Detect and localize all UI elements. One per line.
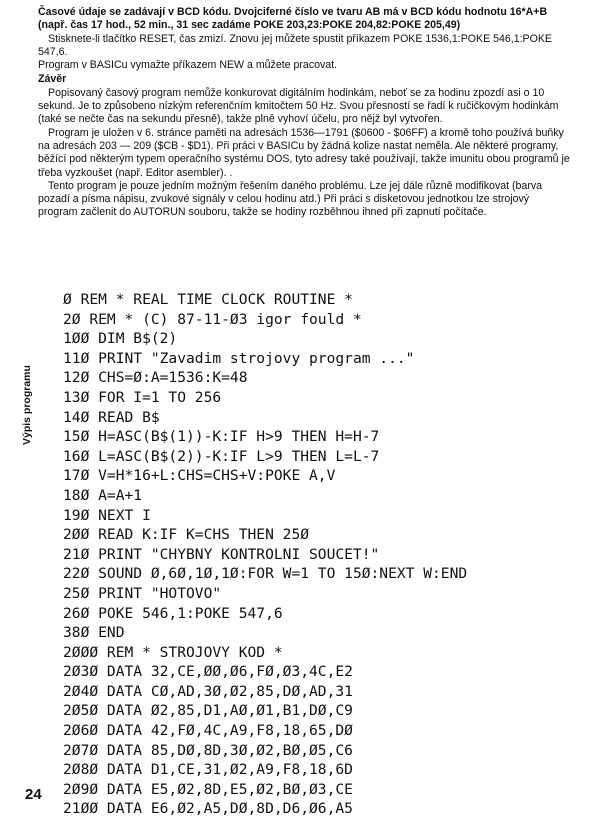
code-line: 15Ø H=ASC(B$(1))-K:IF H>9 THEN H=H-7 [63,428,380,446]
code-line: 13Ø FOR I=1 TO 256 [63,388,222,406]
new-paragraph: Program v BASICu vymažte příkazem NEW a můžete pracovat. [38,59,338,72]
code-line: 38Ø END [63,624,125,642]
code-line: 2Ø9Ø DATA E5,Ø2,8D,E5,Ø2,BØ,Ø3,CE [63,780,353,798]
code-line: 11Ø PRINT "Zavadim strojovy program ..." [63,349,415,367]
code-line: 1ØØ DIM B$(2) [63,330,178,348]
memory-paragraph: Program je uložen v 6. stránce paměti na adresách 1536—1791 ($0600 - $06FF) a kromě toho používá buňky na adresách 203 — 209 ($CB - $D1). Při práci v BASICu by žádná kolize nastat neměla. Ale některé programy, běžící pod některým typem operačního systému DOS, tyto adresy také používají, takže imunitu obou programů je třeba vyzkoušet (např. Editor asembler). . [38,126,570,179]
code-line: 22Ø SOUND Ø,6Ø,1Ø,1Ø:FOR W=1 TO 15Ø:NEXT W:END [63,565,468,583]
code-line: 2Ø4Ø DATA CØ,AD,3Ø,Ø2,85,DØ,AD,31 [63,682,353,700]
code-line: 12Ø CHS=Ø:A=1536:K=48 [63,369,248,387]
side-label: Výpis programu [21,365,33,445]
code-line: 2ØØ READ K:IF K=CHS THEN 25Ø [63,526,310,544]
code-line: 21Ø PRINT "CHYBNY KONTROLNI SOUCET!" [63,545,380,563]
modification-paragraph: Tento program je pouze jedním možným řešením daného problému. Lze jej dále různě modifikovat (barva pozadí a písma nápisu, zvukové signály v celou hodinu atd.) Při práci s disketovou jednotkou lze strojový program začlenit do AUTORUN souboru, takže se hodiny rozběhnou ihned při zapnutí počítače. [38,179,543,219]
code-line: 2Ø5Ø DATA Ø2,85,D1,AØ,Ø1,B1,DØ,C9 [63,702,353,720]
code-line: 2Ø6Ø DATA 42,FØ,4C,A9,F8,18,65,DØ [63,722,353,740]
code-line: 2Ø7Ø DATA 85,DØ,8D,3Ø,Ø2,BØ,Ø5,C6 [63,741,353,759]
code-line: 16Ø L=ASC(B$(2))-K:IF L>9 THEN L=L-7 [63,447,380,465]
code-line: 17Ø V=H*16+L:CHS=CHS+V:POKE A,V [63,467,336,485]
code-line: 2ØØØ REM * STROJOVY KOD * [63,643,283,661]
code-line: 26Ø POKE 546,1:POKE 547,6 [63,604,283,622]
program-listing [63,290,583,819]
code-line: 2Ø8Ø DATA D1,CE,31,Ø2,A9,F8,18,6D [63,761,353,779]
bcd-paragraph: Časové údaje se zadávají v BCD kódu. Dvojciferné číslo ve tvaru AB má v BCD kódu hodnotu 16*A+B (např. čas 17 hod., 52 min., 31 sec zadáme POKE 203,23:POKE 204,82:POKE 205,49) [38,6,548,32]
code-line: 21ØØ DATA E6,Ø2,A5,DØ,8D,D6,Ø6,A5 [63,800,353,818]
article-text [38,6,570,220]
code-line: 2Ø REM * (C) 87-11-Ø3 igor fould * [63,310,362,328]
code-line: Ø REM * REAL TIME CLOCK ROUTINE * [63,291,353,308]
code-line: 25Ø PRINT "HOTOVO" [63,584,222,602]
code-line: 18Ø A=A+1 [63,486,143,504]
code-line: 14Ø READ B$ [63,408,160,426]
section-heading: Závěr [38,73,67,86]
accuracy-paragraph: Popisovaný časový program nemůže konkurovat digitálním hodinkám, neboť se za hodinu zpozdí asi o 10 sekund. Je to způsobeno nízkým referenčním kmitočtem 50 Hz. Svou přesností se řadí k ručičkovým hodinkám (také se nečte čas na sekundu přesně), takže plně vyhoví účelu, pro nějž byl vytvořen. [38,86,559,126]
reset-paragraph: Stisknete-li tlačítko RESET, čas zmizí. Znovu jej můžete spustit příkazem POKE 1536,1:POKE 546,1:POKE 547,6. [38,32,552,58]
page-number: 24 [25,786,42,803]
side-label-container [20,355,36,445]
code-line: 2Ø3Ø DATA 32,CE,ØØ,Ø6,FØ,Ø3,4C,E2 [63,663,353,681]
code-line: 19Ø NEXT I [63,506,151,524]
